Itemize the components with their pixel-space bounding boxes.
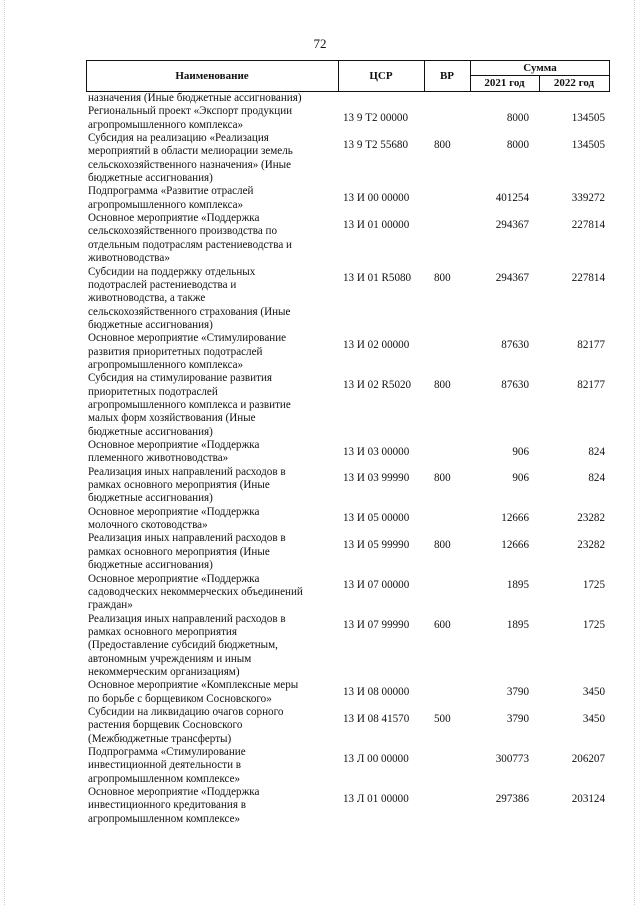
table-row <box>86 506 620 533</box>
row-sum-2021: 1895 <box>506 619 529 632</box>
row-name-line: некоммерческим организациям) <box>88 665 240 678</box>
row-name <box>88 786 324 826</box>
row-name-line: бюджетные ассигнования) <box>88 318 213 331</box>
row-sum-2021: 906 <box>512 445 529 458</box>
row-name-line: подотраслей растениеводства и <box>88 278 237 291</box>
row-sum-2022: 824 <box>588 445 605 458</box>
row-name-line: рамках основного мероприятия <box>88 625 237 638</box>
header-vr: ВР <box>439 70 455 82</box>
row-name-line: молочного скотоводства» <box>88 519 208 532</box>
row-name <box>88 372 324 439</box>
row-name-line: автономным учреждениям и иным <box>88 652 252 665</box>
row-name-line: (Межбюджетные трансферты) <box>88 732 232 745</box>
row-name <box>88 746 324 786</box>
row-name-line: агропромышленного комплекса» <box>88 358 244 371</box>
table-row <box>86 532 620 572</box>
row-name-line: развития приоритетных подотраслей <box>88 345 263 358</box>
row-name-line: рамках основного мероприятия (Иные <box>88 545 270 558</box>
row-csr: 13 Л 01 00000 <box>343 792 409 805</box>
row-csr: 13 Л 00 00000 <box>343 752 409 765</box>
row-name-line: назначения (Иные бюджетные ассигнования) <box>88 92 302 104</box>
row-name-line: Региональный проект «Экспорт продукции <box>88 105 293 118</box>
row-name-line: Реализация иных направлений расходов в <box>88 612 286 625</box>
header-name: Наименование <box>175 70 249 82</box>
row-sum-2021: 401254 <box>495 192 529 205</box>
table-row <box>86 105 620 132</box>
row-name <box>88 613 324 680</box>
table-row <box>86 613 620 680</box>
row-name-line: Основное мероприятие «Поддержка <box>88 572 260 585</box>
row-csr: 13 И 05 00000 <box>343 512 410 525</box>
row-sum-2022: 1725 <box>582 579 605 592</box>
row-sum-2022: 824 <box>588 472 605 485</box>
row-sum-2021: 87630 <box>501 338 529 351</box>
row-name-line: агропромышленного комплекса» <box>88 198 244 211</box>
table-row <box>86 746 620 786</box>
row-name-line: садоводческих некоммерческих объединений <box>88 585 303 598</box>
row-name-line: Основное мероприятие «Стимулирование <box>88 332 287 345</box>
row-name <box>88 92 324 105</box>
row-sum-2022: 206207 <box>571 752 605 765</box>
row-name-line: малых форм хозяйствования (Иные <box>88 412 256 425</box>
row-name-line: Субсидии на поддержку отдельных <box>88 265 256 278</box>
header-csr: ЦСР <box>369 70 393 82</box>
row-csr: 13 9 Т2 00000 <box>343 112 409 125</box>
row-name-line: Основное мероприятие «Поддержка <box>88 505 260 518</box>
row-vr: 500 <box>434 712 451 725</box>
row-csr: 13 И 08 41570 <box>343 712 410 725</box>
row-sum-2021: 8000 <box>506 138 529 151</box>
row-name-line: племенного животноводства» <box>88 452 229 465</box>
row-sum-2022: 3450 <box>582 712 605 725</box>
row-csr: 13 И 08 00000 <box>343 685 410 698</box>
budget-table-body <box>86 92 620 826</box>
row-sum-2022: 203124 <box>571 792 605 805</box>
table-row <box>86 332 620 372</box>
row-name-line: отдельным подотраслям растениеводства и <box>88 238 292 251</box>
row-sum-2022: 134505 <box>571 138 605 151</box>
row-sum-2021: 12666 <box>501 512 529 525</box>
row-vr: 800 <box>434 539 451 552</box>
row-name-line: мероприятий в области мелиорации земель <box>88 145 293 158</box>
row-sum-2022: 3450 <box>582 685 605 698</box>
row-sum-2022: 82177 <box>577 338 605 351</box>
row-name-line: Основное мероприятие «Комплексные меры <box>88 679 299 692</box>
row-name <box>88 573 324 613</box>
row-name-line: животноводства» <box>88 252 170 265</box>
row-name-line: агропромышленном комплексе» <box>88 772 241 785</box>
row-name-line: животноводства, а также <box>88 292 206 305</box>
row-vr: 800 <box>434 378 451 391</box>
row-name-line: Реализация иных направлений расходов в <box>88 465 286 478</box>
row-sum-2021: 12666 <box>501 539 529 552</box>
row-csr: 13 И 05 99990 <box>343 539 410 552</box>
row-name <box>88 332 324 372</box>
row-name-line: сельскохозяйственного назначения» (Иные <box>88 158 292 171</box>
row-sum-2021: 1895 <box>506 579 529 592</box>
row-sum-2021: 294367 <box>495 272 529 285</box>
row-vr: 800 <box>434 272 451 285</box>
row-name-line: бюджетные ассигнования) <box>88 559 213 572</box>
table-row <box>86 212 620 265</box>
table-row <box>86 92 620 105</box>
left-scan-edge <box>4 0 6 905</box>
row-csr: 13 И 02 00000 <box>343 338 410 351</box>
row-name-line: по борьбе с борщевиком Сосновского» <box>88 692 272 705</box>
row-name-line: агропромышленного комплекса и развитие <box>88 398 291 411</box>
row-name <box>88 466 324 506</box>
row-name-line: Субсидия на стимулирование развития <box>88 372 272 385</box>
right-scan-edge <box>634 0 636 905</box>
table-row <box>86 266 620 333</box>
row-name-line: бюджетные ассигнования) <box>88 425 213 438</box>
row-sum-2021: 8000 <box>506 112 529 125</box>
table-row <box>86 786 620 826</box>
row-name-line: инвестиционной деятельности в <box>88 759 242 772</box>
row-sum-2022: 227814 <box>571 272 605 285</box>
header-sum: Сумма <box>523 61 557 74</box>
row-name <box>88 679 324 706</box>
row-sum-2022: 227814 <box>571 218 605 231</box>
row-sum-2021: 906 <box>512 472 529 485</box>
row-name-line: Реализация иных направлений расходов в <box>88 532 286 545</box>
row-name-line: Основное мероприятие «Поддержка <box>88 439 260 452</box>
header-year-2021: 2021 год <box>484 77 525 89</box>
row-name-line: бюджетные ассигнования) <box>88 492 213 505</box>
row-sum-2022: 82177 <box>577 378 605 391</box>
row-name-line: инвестиционного кредитования в <box>88 799 246 812</box>
row-name <box>88 132 324 185</box>
page-number: 72 <box>313 36 327 51</box>
row-csr: 13 И 03 00000 <box>343 445 410 458</box>
row-name-line: Подпрограмма «Стимулирование <box>88 746 246 759</box>
row-name <box>88 185 324 212</box>
row-sum-2021: 300773 <box>495 752 529 765</box>
row-name <box>88 532 324 572</box>
row-sum-2021: 3790 <box>506 712 529 725</box>
row-csr: 13 9 Т2 55680 <box>343 138 409 151</box>
row-name-line: сельскохозяйственного производства по <box>88 225 278 238</box>
table-row <box>86 439 620 466</box>
table-row <box>86 372 620 439</box>
row-name-line: Основное мероприятие «Поддержка <box>88 212 260 225</box>
table-row <box>86 679 620 706</box>
row-vr: 800 <box>434 138 451 151</box>
row-csr: 13 И 00 00000 <box>343 192 410 205</box>
row-name-line: (Предоставление субсидий бюджетным, <box>88 639 278 652</box>
row-csr: 13 И 01 00000 <box>343 218 410 231</box>
row-sum-2021: 3790 <box>506 685 529 698</box>
row-sum-2021: 297386 <box>495 792 529 805</box>
table-header <box>86 60 610 92</box>
row-vr: 600 <box>434 619 451 632</box>
row-name-line: Основное мероприятие «Поддержка <box>88 786 260 799</box>
row-sum-2022: 23282 <box>577 539 605 552</box>
row-sum-2022: 339272 <box>571 192 605 205</box>
header-year-2022: 2022 год <box>553 77 595 89</box>
row-name-line: агропромышленного комплекса» <box>88 118 244 131</box>
row-vr: 800 <box>434 472 451 485</box>
table-row <box>86 185 620 212</box>
row-sum-2022: 1725 <box>582 619 605 632</box>
row-name-line: Субсидия на реализацию «Реализация <box>88 132 269 145</box>
row-sum-2022: 134505 <box>571 112 605 125</box>
table-row <box>86 132 620 185</box>
row-csr: 13 И 01 R5080 <box>343 272 412 285</box>
row-name-line: растения борщевик Сосновского <box>88 719 243 732</box>
row-name-line: рамках основного мероприятия (Иные <box>88 479 270 492</box>
row-sum-2021: 294367 <box>495 218 529 231</box>
row-name <box>88 212 324 265</box>
row-sum-2021: 87630 <box>501 378 529 391</box>
row-sum-2022: 23282 <box>577 512 605 525</box>
table-row <box>86 706 620 746</box>
row-name <box>88 105 324 132</box>
row-name <box>88 266 324 333</box>
table-row <box>86 466 620 506</box>
row-csr: 13 И 07 99990 <box>343 619 410 632</box>
row-name-line: бюджетные ассигнования) <box>88 172 213 185</box>
row-name <box>88 706 324 746</box>
row-csr: 13 И 02 R5020 <box>343 378 412 391</box>
row-name <box>88 506 324 533</box>
table-row <box>86 573 620 613</box>
row-name <box>88 439 324 466</box>
row-name-line: Подпрограмма «Развитие отраслей <box>88 185 254 198</box>
row-name-line: сельскохозяйственного страхования (Иные <box>88 305 291 318</box>
row-name-line: граждан» <box>88 599 133 612</box>
row-csr: 13 И 03 99990 <box>343 472 410 485</box>
row-name-line: агропромышленном комплексе» <box>88 812 241 825</box>
row-csr: 13 И 07 00000 <box>343 579 410 592</box>
row-name-line: Субсидии на ликвидацию очагов сорного <box>88 706 284 718</box>
row-name-line: приоритетных подотраслей <box>88 385 218 398</box>
